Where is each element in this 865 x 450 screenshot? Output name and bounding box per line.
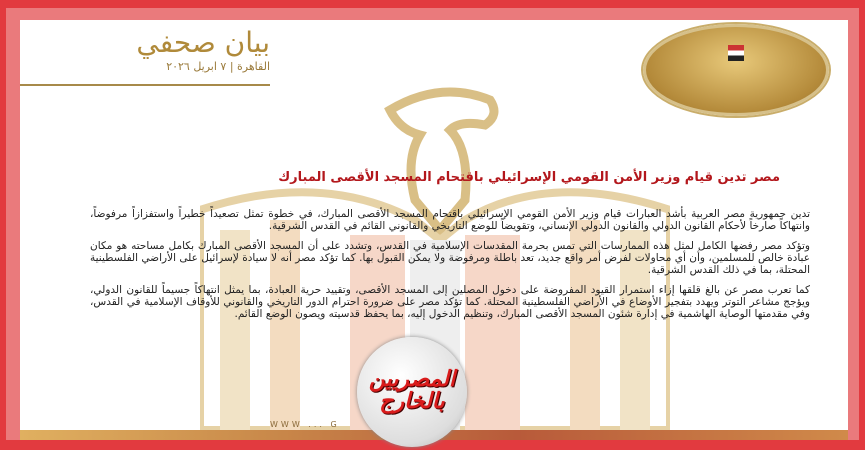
paragraph: تدين جمهورية مصر العربية بأشد العبارات قيام وزير الأمن القومي الإسرائيلي باقتحام المسجد الأقصى المبارك، في خطوة تمثل تصعيداً خطيراً واستفزازاً مرفوضاً، وانتهاكاً صارخاً لأحكام القانون الدولي والقانون الدولي الإنساني، وتقويضاً للوضع التاريخي والقانوني القائم في القدس الشرقية. [90,208,810,232]
press-release-title: بيان صحفي [136,26,270,59]
headline: مصر تدين قيام وزير الأمن القومي الإسرائيلي باقتحام المسجد الأقصى المبارك [278,170,780,185]
ministry-seal-icon [643,24,829,116]
header-divider [20,84,270,86]
dateline: القاهرة | ٧ ابريل ٢٠٢٦ [166,60,270,73]
watermark-text: المصريين بالخارج [368,367,456,414]
egypt-flag-icon [728,45,744,61]
paragraph: كما تعرب مصر عن بالغ قلقها إزاء استمرار القيود المفروضة على دخول المصلين إلى المسجد الأقصى، وتقييد حرية العبادة، بما يمثل انتهاكاً جسيماً للقانون الدولي، ويؤجج مشاعر التوتر ويهدد بتفجير الأوضاع في الأراضي الفلسطينية المحتلة. كما تؤكد مصر على ضرورة احترام الدور التاريخي والقانوني للأوقاف الإسلامية في القدس، وفي مقدمتها الوصاية الهاشمية في إدارة شئون المسجد الأقصى المبارك، وتنظيم الدخول إليه، بما يحفظ قدسيته ويصون الوضع القائم. [90,284,810,320]
statement-body [90,208,810,328]
paragraph: وتؤكد مصر رفضها الكامل لمثل هذه الممارسات التي تمس بحرمة المقدسات الإسلامية في القدس، وتشدد على أن المسجد الأقصى المبارك بكامل مساحته هو مكان عبادة خالص للمسلمين، وأن أي محاولات لفرض أمر واقع جديد، تعد باطلة ومرفوضة ولا يمكن القبول بها. كما تؤكد مصر أنه لا سيادة لإسرائيل على الأراضي الفلسطينية المحتلة، بما في ذلك القدس الشرقية. [90,240,810,276]
watermark-globe-logo [357,337,467,447]
footer-url[interactable]: WWW ... G [270,420,340,429]
press-release-header [60,26,270,73]
